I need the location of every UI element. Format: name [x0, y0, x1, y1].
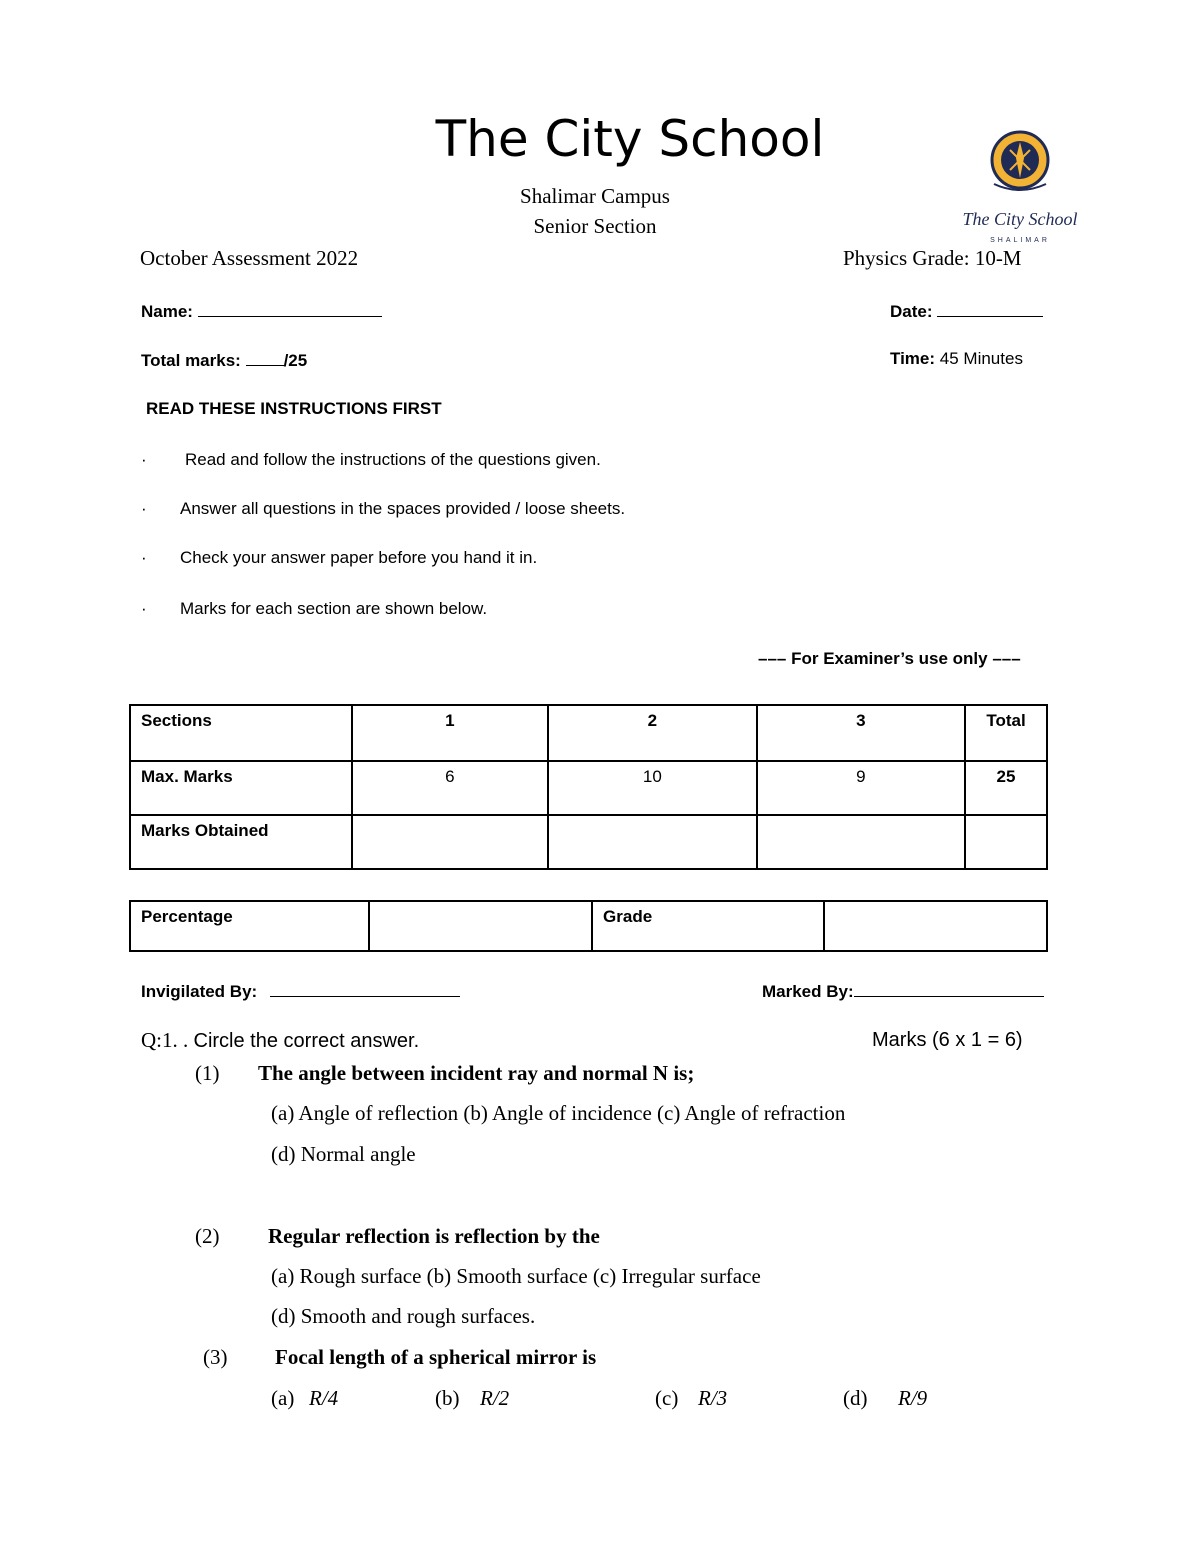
marked-row	[762, 980, 1044, 1002]
question-number: (1)	[195, 1061, 220, 1085]
option-label: (d)	[843, 1386, 868, 1410]
instruction-item: Marks for each section are shown below.	[180, 599, 488, 618]
q1-instruction: Circle the correct answer.	[193, 1030, 420, 1052]
section-name: Senior Section	[533, 214, 657, 238]
instruction-item: Check your answer paper before you hand it in.	[180, 548, 538, 567]
option-value: R/9	[898, 1386, 928, 1410]
percentage-input[interactable]	[369, 901, 592, 951]
school-logo	[950, 128, 1090, 246]
percentage-label: Percentage	[130, 901, 369, 951]
q1-heading	[141, 1028, 419, 1053]
total-marks-value: /25	[283, 351, 308, 370]
question-text: The angle between incident ray and normal N is;	[258, 1061, 695, 1085]
time-row	[890, 349, 1023, 369]
logo-text: The City School	[962, 209, 1078, 229]
option-label: (a)	[271, 1386, 295, 1410]
question-options: (a) Rough surface (b) Smooth surface (c) Irregular surface	[271, 1264, 761, 1288]
question-text: Regular reflection is reflection by the	[268, 1224, 600, 1248]
campus-name: Shalimar Campus	[520, 184, 670, 208]
table-cell: Sections	[130, 705, 352, 761]
marks-table	[129, 704, 1048, 870]
table-row	[130, 761, 1047, 815]
assessment-title: October Assessment 2022	[140, 246, 359, 270]
option-value: R/3	[698, 1386, 728, 1410]
grade-label: Grade	[592, 901, 824, 951]
subject-grade: Physics Grade: 10-M	[843, 246, 1022, 270]
examiner-note: ––– For Examiner’s use only –––	[758, 649, 1021, 668]
total-marks-field[interactable]	[246, 349, 284, 366]
table-cell: 25	[965, 761, 1047, 815]
question-text: Focal length of a spherical mirror is	[275, 1345, 597, 1369]
total-marks-row	[141, 349, 307, 371]
question-number: (2)	[195, 1224, 220, 1248]
name-field[interactable]	[198, 300, 382, 317]
marked-field[interactable]	[854, 980, 1044, 997]
question-options: (d) Smooth and rough surfaces.	[271, 1304, 536, 1328]
date-row	[890, 300, 1043, 322]
instructions-heading: READ THESE INSTRUCTIONS FIRST	[146, 399, 442, 418]
table-cell: Max. Marks	[130, 761, 352, 815]
marks-obtained-input[interactable]	[965, 815, 1047, 869]
table-row	[130, 815, 1047, 869]
table-cell: 1	[352, 705, 548, 761]
table-cell: 9	[757, 761, 965, 815]
marks-obtained-input[interactable]	[548, 815, 756, 869]
table-cell: 10	[548, 761, 756, 815]
instruction-item: Read and follow the instructions of the questions given.	[185, 450, 601, 469]
marks-obtained-input[interactable]	[757, 815, 965, 869]
time-label: Time:	[890, 349, 936, 368]
q1-marks: Marks (6 x 1 = 6)	[872, 1029, 1023, 1051]
name-label: Name:	[141, 302, 193, 321]
question-options: (d) Normal angle	[271, 1142, 416, 1166]
table-row	[130, 901, 1047, 951]
total-marks-label: Total marks:	[141, 351, 241, 370]
table-cell: Marks Obtained	[130, 815, 352, 869]
option-value: R/4	[309, 1386, 339, 1410]
instruction-bullet: ·	[141, 450, 147, 469]
invigilated-label: Invigilated By:	[141, 982, 258, 1001]
school-title: The City School	[435, 110, 825, 168]
time-value: 45 Minutes	[939, 349, 1023, 368]
invigilated-row	[141, 980, 460, 1002]
table-row	[130, 705, 1047, 761]
option-value: R/2	[480, 1386, 510, 1410]
table-cell: Total	[965, 705, 1047, 761]
date-field[interactable]	[937, 300, 1043, 317]
instruction-item: Answer all questions in the spaces provided / loose sheets.	[180, 499, 626, 518]
option-label: (b)	[435, 1386, 460, 1410]
instruction-bullet: ·	[141, 499, 147, 518]
name-row	[141, 300, 382, 322]
option-label: (c)	[655, 1386, 679, 1410]
grade-input[interactable]	[824, 901, 1047, 951]
q1-prefix: Q:1. .	[141, 1028, 189, 1052]
table-cell: 2	[548, 705, 756, 761]
logo-subtext: SHALIMAR	[990, 237, 1050, 244]
invigilated-field[interactable]	[270, 980, 460, 997]
grade-table	[129, 900, 1048, 952]
question-options: (a) Angle of reflection (b) Angle of incidence (c) Angle of refraction	[271, 1101, 846, 1125]
marks-obtained-input[interactable]	[352, 815, 548, 869]
table-cell: 6	[352, 761, 548, 815]
question-number: (3)	[203, 1345, 228, 1369]
table-cell: 3	[757, 705, 965, 761]
date-label: Date:	[890, 302, 933, 321]
instruction-bullet: ·	[141, 599, 147, 618]
marked-label: Marked By:	[762, 982, 854, 1001]
instruction-bullet: ·	[141, 548, 147, 567]
